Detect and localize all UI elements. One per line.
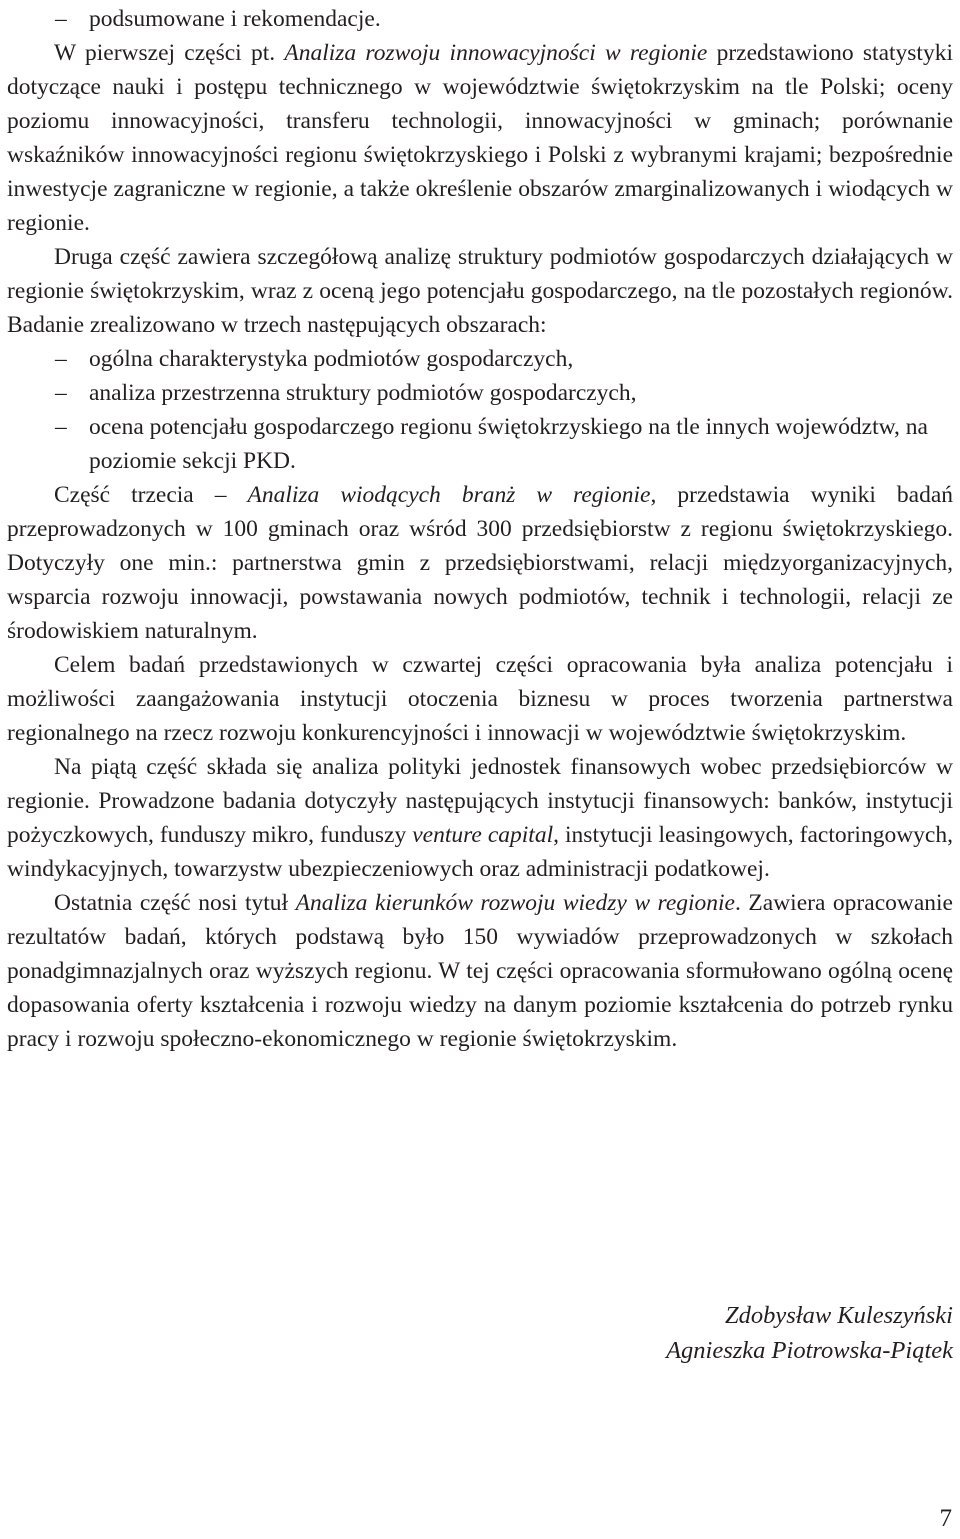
paragraph-text: , instytucji leasingowych, factoringowych, windykacyjnych, towarzystw ubezpieczeniowych oraz administracji podatkowej. xyxy=(7,822,953,882)
list-item-text: analiza przestrzenna struktury podmiotów gospodarczych, xyxy=(89,380,637,406)
areas-list xyxy=(7,342,953,478)
section-title-italic: Analiza rozwoju innowacyjności w regionie xyxy=(284,40,708,66)
list-item xyxy=(7,410,953,478)
paragraph-text: Część trzecia – xyxy=(54,482,248,508)
paragraph-text: Celem badań przedstawionych w czwartej części opracowania była analiza potencjału i możliwości zaangażowania instytucji otoczenia biznesu w proces tworzenia partnerstwa regionalnego na rzecz rozwoju konkurencyjności i innowacji w województwie świętokrzyskim. xyxy=(7,652,953,746)
list-item xyxy=(7,2,953,36)
section-title-italic: Analiza kierunków rozwoju wiedzy w regionie xyxy=(295,890,735,916)
paragraph-part-one xyxy=(7,36,953,240)
paragraph-part-five xyxy=(7,750,953,886)
paragraph-part-four xyxy=(7,648,953,750)
list-item-text: podsumowane i rekomendacje. xyxy=(89,6,381,32)
paragraph-text: Na piątą część składa się analiza polityki jednostek finansowych wobec przedsiębiorców w regionie. Prowadzone badania dotyczyły następujących instytucji finansowych: banków, instytucji pożyczkowych, funduszy mikro, funduszy xyxy=(7,754,953,848)
author-name: Zdobysław Kuleszyński xyxy=(725,1302,953,1329)
author-signatures xyxy=(666,1298,953,1368)
document-body xyxy=(7,2,953,1056)
list-dash: – xyxy=(55,380,67,406)
list-dash: – xyxy=(55,346,67,372)
page-number: 7 xyxy=(939,1505,952,1532)
list-item xyxy=(7,342,953,376)
paragraph-part-three xyxy=(7,478,953,648)
paragraph-text: . Zawiera opracowanie rezultatów badań, których podstawą było 150 wywiadów przeprowadzonych w szkołach ponadgimnazjalnych oraz wyższych regionu. W tej części opracowania sformułowano ogólną ocenę dopasowania oferty kształcenia i rozwoju wiedzy na danym poziomie kształcenia do potrzeb rynku pracy i rozwoju społeczno-ekonomicznego w regionie świętokrzyskim. xyxy=(7,890,953,1052)
paragraph-text: Druga część zawiera szczegółową analizę struktury podmiotów gospodarczych działających w regionie świętokrzyskim, wraz z oceną jego potencjału gospodarczego, na tle pozostałych regionów. Badanie zrealizowano w trzech następujących obszarach: xyxy=(7,244,953,338)
author-name: Agnieszka Piotrowska-Piątek xyxy=(666,1337,953,1364)
list-item-text: ocena potencjału gospodarczego regionu świętokrzyskiego na tle innych województw, na poziomie sekcji PKD. xyxy=(89,414,928,474)
paragraph-part-six xyxy=(7,886,953,1056)
paragraph-text: , przedstawia wyniki badań przeprowadzonych w 100 gminach oraz wśród 300 przedsiębiorstw z regionu świętokrzyskiego. Dotyczyły one min.: partnerstwa gmin z przedsiębiorstwami, relacji międzyorganizacyjnych, wsparcia rozwoju innowacji, powstawania nowych podmiotów, technik i technologii, relacji ze środowiskiem naturalnym. xyxy=(7,482,954,644)
list-dash: – xyxy=(55,414,67,440)
paragraph-text: Ostatnia część nosi tytuł xyxy=(54,890,296,916)
section-title-italic: Analiza wiodących branż w regionie xyxy=(247,482,651,508)
paragraph-part-two xyxy=(7,240,953,342)
intro-list xyxy=(7,2,953,36)
list-dash: – xyxy=(55,6,67,32)
list-item xyxy=(7,376,953,410)
paragraph-text: przedstawiono statystyki dotyczące nauki i postępu technicznego w województwie świętokrzyskim na tle Polski; oceny poziomu innowacyjności, transferu technologii, innowacyjności w gminach; porównanie wskaźników innowacyjności regionu świętokrzyskiego i Polski z wybranymi krajami; bezpośrednie inwestycje zagraniczne w regionie, a także określenie obszarów zmarginalizowanych i wiodących w regionie. xyxy=(7,40,953,236)
paragraph-text: W pierwszej części pt. xyxy=(54,40,285,66)
list-item-text: ogólna charakterystyka podmiotów gospodarczych, xyxy=(89,346,574,372)
italic-term: venture capital xyxy=(412,822,554,848)
